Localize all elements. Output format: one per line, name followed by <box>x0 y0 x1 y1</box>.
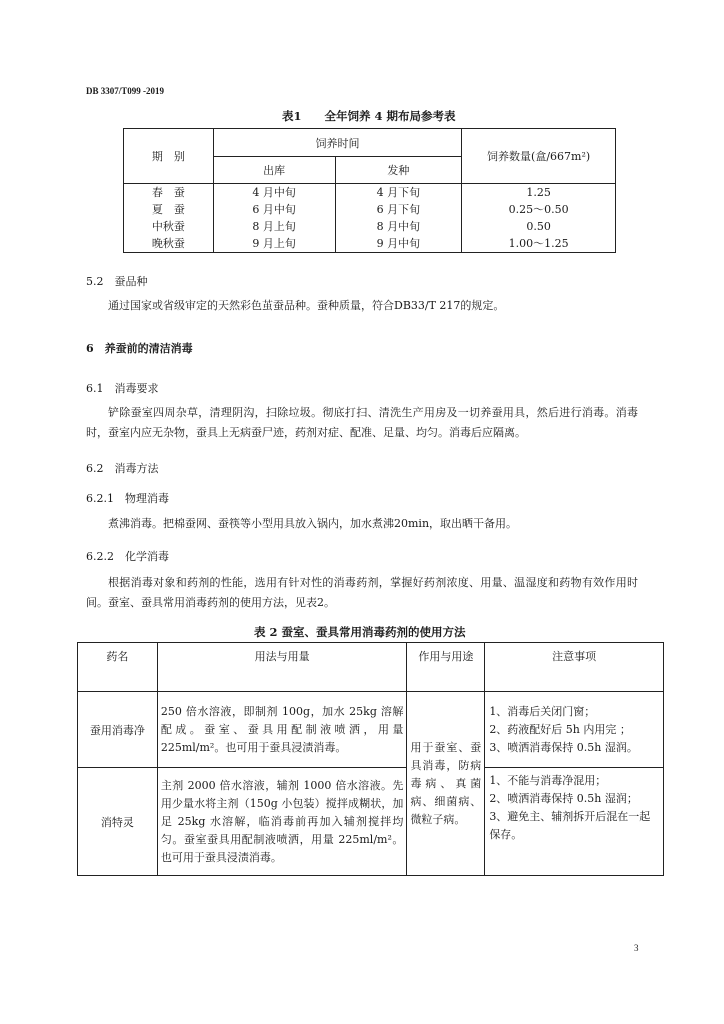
table-row <box>124 184 616 202</box>
table1 <box>123 128 616 253</box>
table1-cell-hatch: 9 月中旬 <box>335 235 462 253</box>
table2-cell-name: 消特灵 <box>78 768 158 876</box>
standard-code: DB 3307/T099 -2019 <box>86 86 165 96</box>
note-line: 3、喷洒消毒保持 0.5h 湿润。 <box>489 740 638 754</box>
note-line: 1、消毒后关闭门窗； <box>489 704 596 718</box>
section-6-1-heading: 6.1 消毒要求 <box>86 382 159 395</box>
table2-cell-usage: 主剂 2000 倍水溶液，辅剂 1000 倍水溶液。先用少量水将主剂（150g 小包装）搅拌成糊状，加足 25kg 水溶解，临消毒前再加入辅剂搅拌均匀。蚕室蚕具用配制液喷洒，用量 225ml/m²。也可用于蚕具浸渍消毒。 <box>157 768 407 876</box>
table1-cell-hatch: 8 月中旬 <box>335 218 462 235</box>
note-line: 1、不能与消毒净混用； <box>489 774 607 787</box>
table1-cell-qty: 0.50 <box>462 218 616 235</box>
table1-cell-hatch: 4 月下旬 <box>335 184 462 202</box>
table2 <box>77 642 664 876</box>
section-6-heading: 6 养蚕前的清洁消毒 <box>86 342 193 355</box>
table-row <box>78 768 664 876</box>
section-6-1-text: 铲除蚕室四周杂草，清理阴沟，扫除垃圾。彻底打扫、清洗生产用房及一切养蚕用具，然后进行消毒。消毒时，蚕室内应无杂物，蚕具上无病蚕尸迹，药剂对症、配准、足量、均匀。消毒后应隔离。 <box>86 406 638 439</box>
table-row <box>124 218 616 235</box>
table2-cell-usage: 250 倍水溶液，即制剂 100g，加水 25kg 溶解配成。蚕室、蚕具用配制液喷洒，用量 225ml/m²。也可用于蚕具浸渍消毒。 <box>157 692 407 768</box>
table-row <box>124 235 616 253</box>
note-line: 2、喷洒消毒保持 0.5h 湿润； <box>489 792 638 805</box>
table-row <box>124 201 616 218</box>
table1-cell-period: 夏 蚕 <box>124 201 214 218</box>
table1-header-out: 出库 <box>213 157 335 184</box>
table1-cell-period: 春 蚕 <box>124 184 214 202</box>
table2-caption: 表 2 蚕室、蚕具常用消毒药剂的使用方法 <box>254 625 466 639</box>
section-6-2-1-heading: 6.2.1 物理消毒 <box>86 492 169 505</box>
section-6-2-2-heading: 6.2.2 化学消毒 <box>86 550 169 563</box>
table2-cell-notes <box>485 692 664 768</box>
table1-cell-qty: 1.00～1.25 <box>462 235 616 253</box>
table1-cell-qty: 0.25～0.50 <box>462 201 616 218</box>
note-line: 3、避免主、辅剂拆开后混在一起保存。 <box>489 810 651 841</box>
table1-cell-out: 6 月中旬 <box>213 201 335 218</box>
table2-header-name: 药名 <box>78 643 158 692</box>
section-5-2-heading: 5.2 蚕品种 <box>86 275 148 288</box>
table1-cell-out: 9 月上旬 <box>213 235 335 253</box>
table2-cell-notes <box>485 768 664 876</box>
table1-cell-hatch: 6 月下旬 <box>335 201 462 218</box>
table1-cell-period: 晚秋蚕 <box>124 235 214 253</box>
section-6-2-1-text: 煮沸消毒。把棉蚕网、蚕筷等小型用具放入锅内，加水煮沸20min，取出晒干备用。 <box>108 517 518 530</box>
table2-cell-effect: 用于蚕室、蚕具消毒，防病毒病、真菌病、细菌病、微粒子病。 <box>407 692 485 876</box>
table1-header-feeding-time: 饲养时间 <box>213 129 461 157</box>
note-line: 2、药液配好后 5h 内用完 ； <box>489 722 631 736</box>
section-5-2-text: 通过国家或省级审定的天然彩色茧蚕品种。蚕种质量，符合DB33/T 217的规定。 <box>108 299 505 312</box>
table1-cell-out: 4 月中旬 <box>213 184 335 202</box>
table1-header-quantity: 饲养数量(盒/667m²) <box>462 129 616 184</box>
section-6-2-2-text: 根据消毒对象和药剂的性能，选用有针对性的消毒药剂，掌握好药剂浓度、用量、温湿度和药物有效作用时间。蚕室、蚕具常用消毒药剂的使用方法，见表2。 <box>86 576 638 609</box>
table2-cell-name: 蚕用消毒净 <box>78 692 158 768</box>
table2-header-effect: 作用与用途 <box>407 643 485 692</box>
table1-header-hatch: 发种 <box>335 157 462 184</box>
page-number: 3 <box>634 943 639 953</box>
section-6-2-heading: 6.2 消毒方法 <box>86 462 159 475</box>
table-row <box>78 692 664 768</box>
table2-header-usage: 用法与用量 <box>157 643 407 692</box>
table1-cell-out: 8 月上旬 <box>213 218 335 235</box>
table1-caption: 表1 全年饲养 4 期布局参考表 <box>282 109 456 123</box>
table2-header-notes: 注意事项 <box>485 643 664 692</box>
table1-header-period: 期 别 <box>124 129 214 184</box>
table1-cell-period: 中秋蚕 <box>124 218 214 235</box>
table1-cell-qty: 1.25 <box>462 184 616 202</box>
